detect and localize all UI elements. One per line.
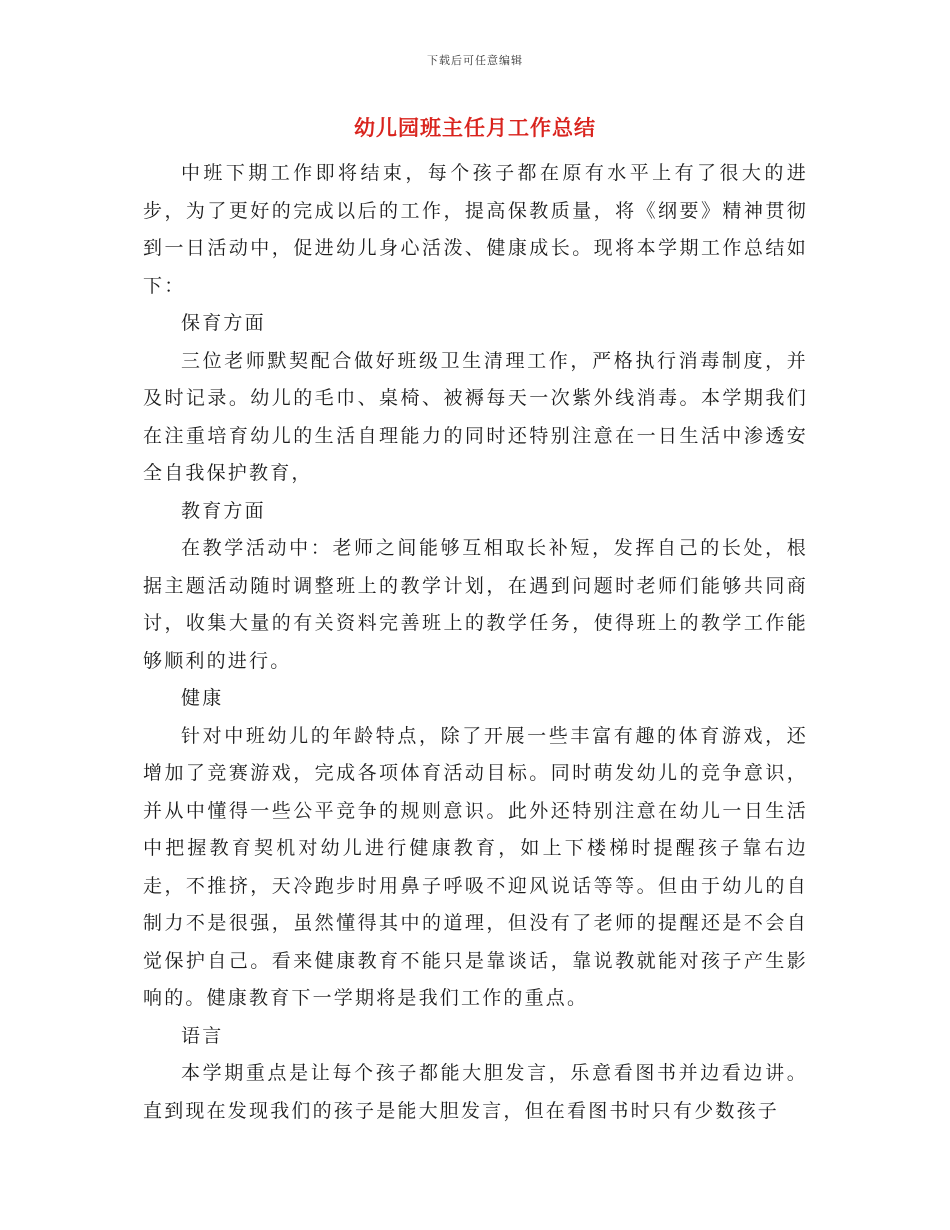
section-heading-education: 教育方面 — [181, 499, 266, 522]
document-title: 幼儿园班主任月工作总结 — [354, 115, 596, 140]
section-heading-health: 健康 — [181, 687, 224, 709]
paragraph-intro: 中班下期工作即将结束，每个孩子都在原有水平上有了很大的进步，为了更好的完成以后的工作，提高保教质量，将《纲要》精神贯彻到一日活动中，促进幼儿身心活泼、健康成长。现将本学期工作总结如下： — [143, 162, 808, 297]
paragraph-care: 三位老师默契配合做好班级卫生清理工作，严格执行消毒制度，并及时记录。幼儿的毛巾、桌椅、被褥每天一次紫外线消毒。本学期我们在注重培育幼儿的生活自理能力的同时还特别注意在一日生活中渗透安全自我保护教育， — [143, 349, 808, 484]
section-heading-language: 语言 — [181, 1024, 224, 1047]
section-heading-care: 保育方面 — [181, 312, 266, 334]
paragraph-education: 在教学活动中：老师之间能够互相取长补短，发挥自己的长处，根据主题活动随时调整班上的教学计划，在遇到问题时老师们能够共同商讨，收集大量的有关资料完善班上的教学任务，使得班上的教学工作能够顺利的进行。 — [143, 537, 808, 672]
document-body — [143, 155, 808, 1130]
page-header-note: 下载后可任意编辑 — [427, 54, 523, 67]
paragraph-language: 本学期重点是让每个孩子都能大胆发言，乐意看图书并边看边讲。直到现在发现我们的孩子是能大胆发言，但在看图书时只有少数孩子 — [143, 1062, 808, 1122]
paragraph-health: 针对中班幼儿的年龄特点，除了开展一些丰富有趣的体育游戏，还增加了竞赛游戏，完成各项体育活动目标。同时萌发幼儿的竞争意识，并从中懂得一些公平竞争的规则意识。此外还特别注意在幼儿一日生活中把握教育契机对幼儿进行健康教育，如上下楼梯时提醒孩子靠右边走，不推挤，天冷跑步时用鼻子呼吸不迎风说话等等。但由于幼儿的自制力不是很强，虽然懂得其中的道理，但没有了老师的提醒还是不会自觉保护自己。看来健康教育不能只是靠谈话，靠说教就能对孩子产生影响的。健康教育下一学期将是我们工作的重点。 — [143, 724, 808, 1009]
